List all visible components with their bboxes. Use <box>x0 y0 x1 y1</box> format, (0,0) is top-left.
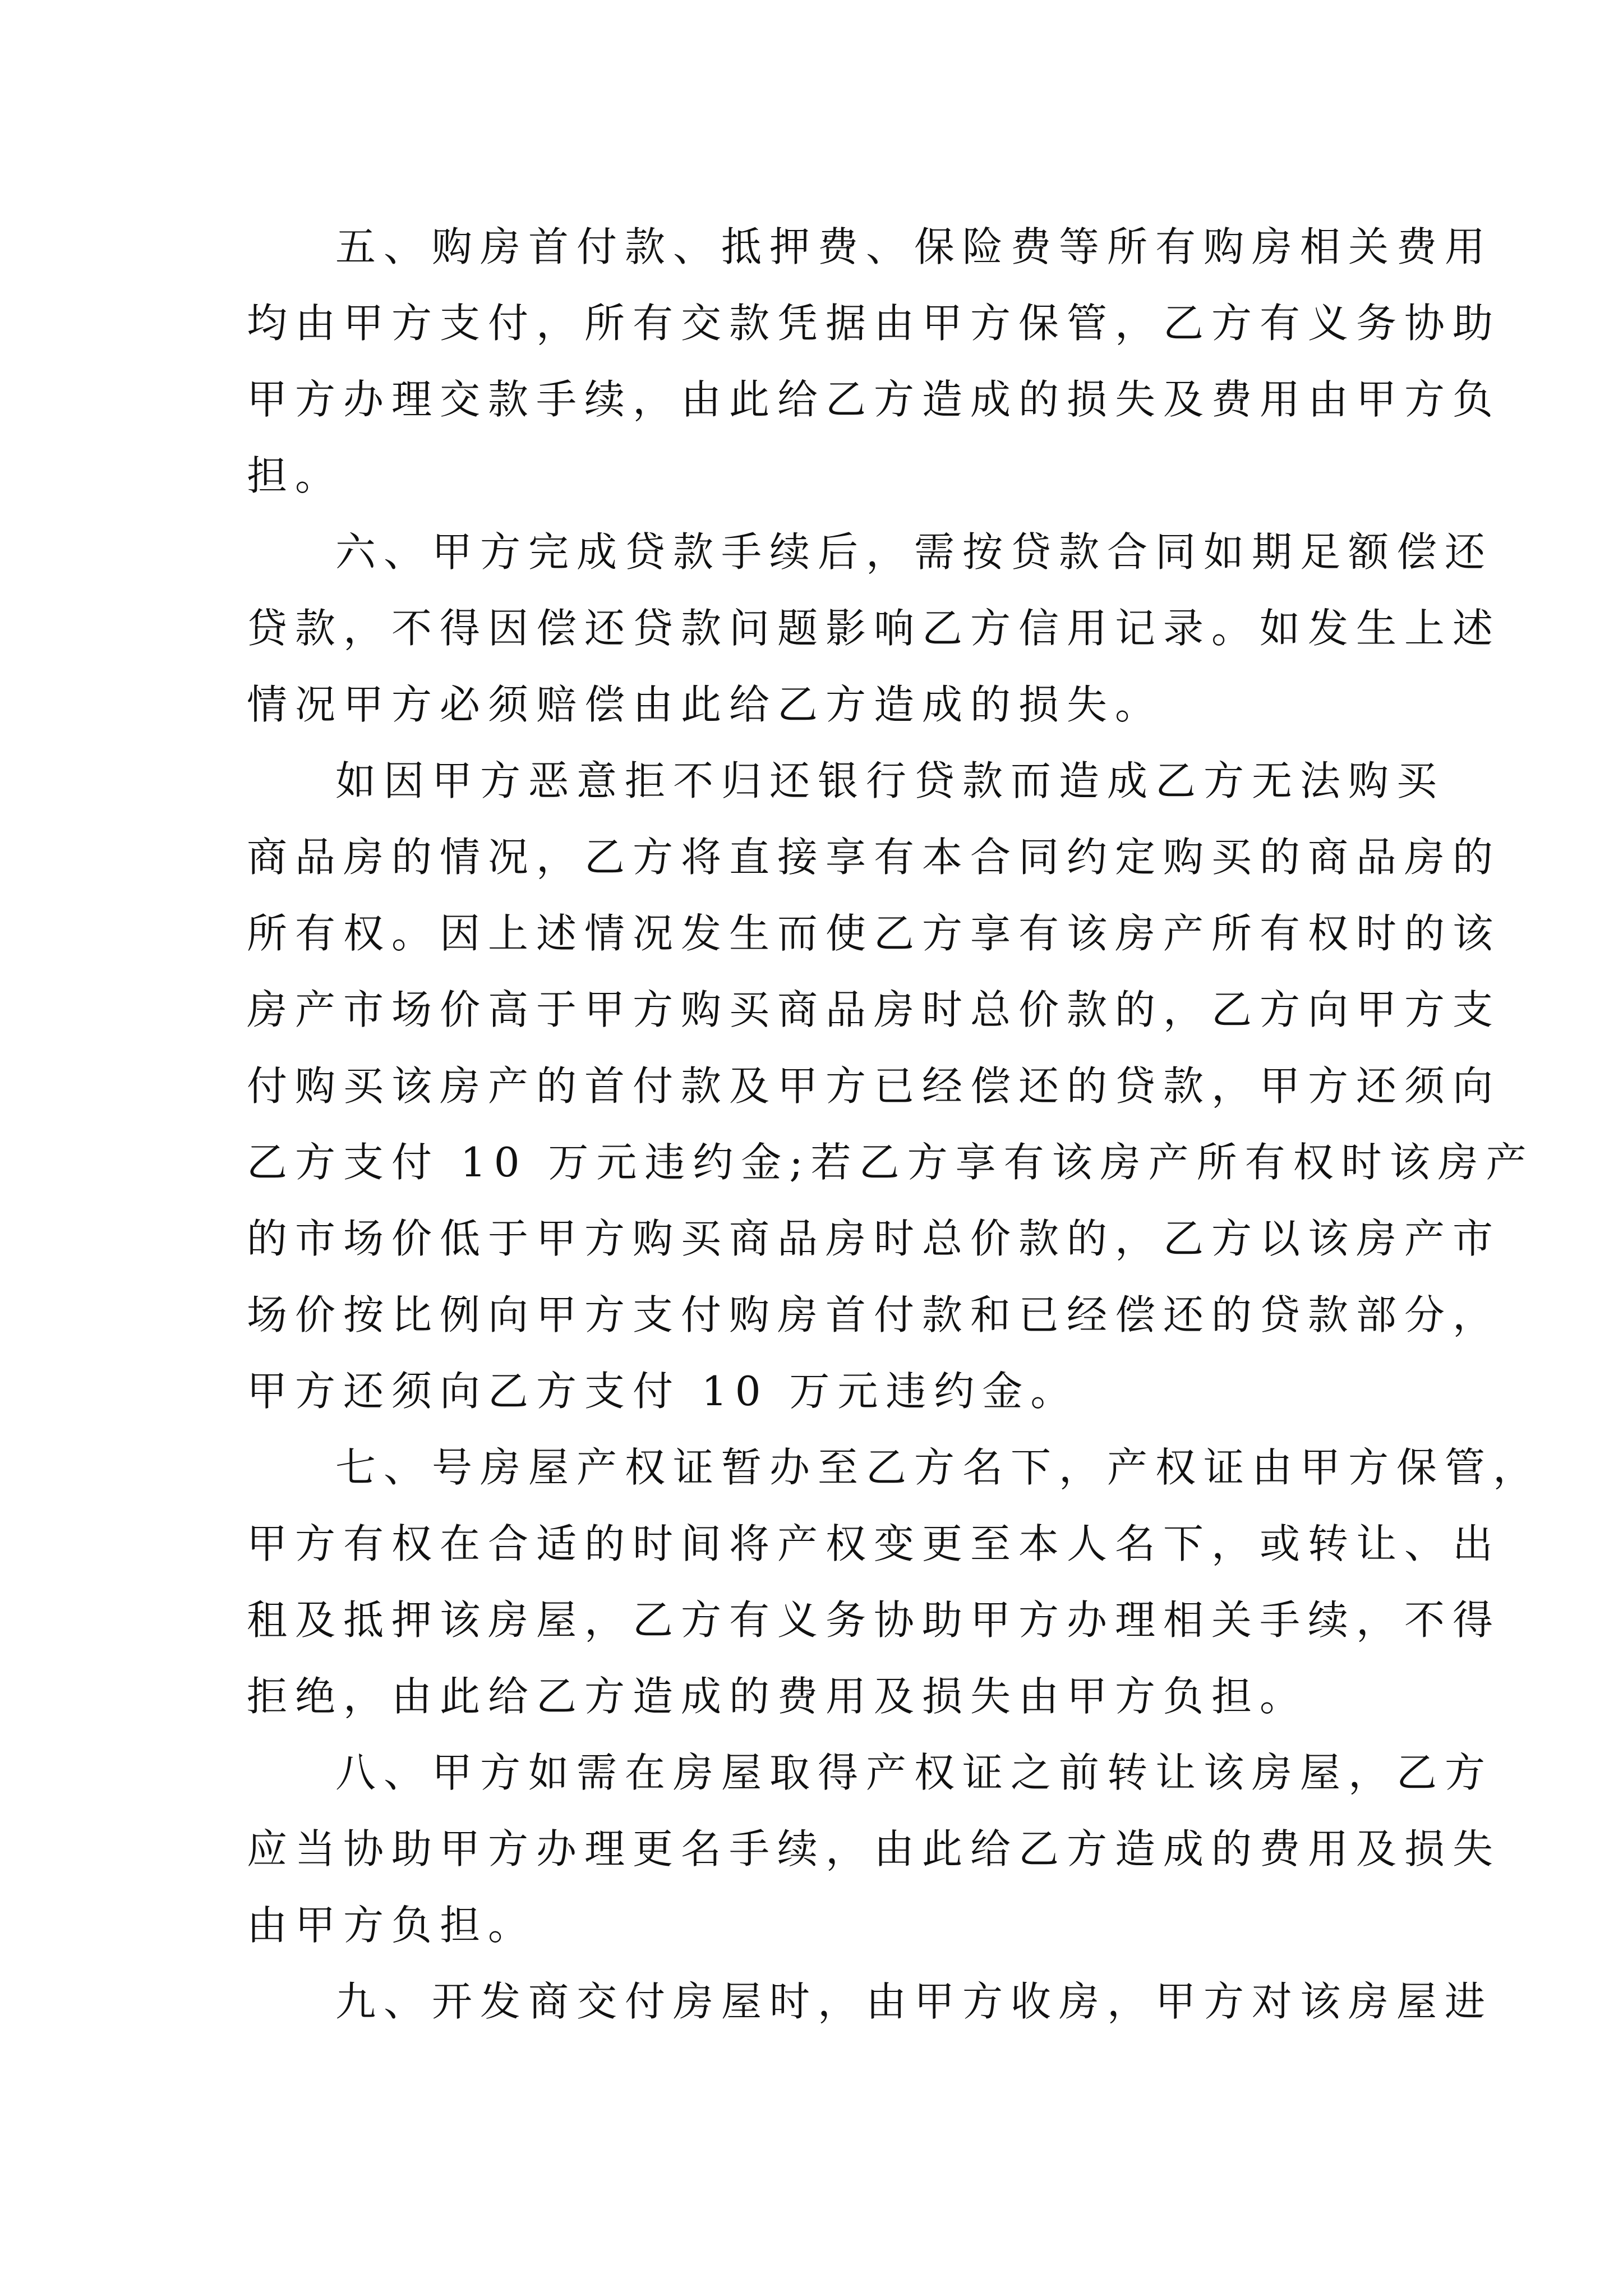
text-line: 担。 <box>247 452 344 499</box>
paragraph-7 <box>247 1429 1542 1734</box>
text-line: 如因甲方恶意拒不归还银行贷款而造成乙方无法购买 <box>335 757 1445 804</box>
text-line: 由甲方负担。 <box>247 1902 537 1949</box>
text-line: 六、甲方完成贷款手续后，需按贷款合同如期足额偿还 <box>335 528 1493 576</box>
text-line: 九、开发商交付房屋时，由甲方收房，甲方对该房屋进 <box>335 1978 1493 2025</box>
text-line: 拒绝，由此给乙方造成的费用及损失由甲方负担。 <box>247 1673 1308 1720</box>
text-line: 应当协助甲方办理更名手续，由此给乙方造成的费用及损失 <box>247 1825 1501 1872</box>
paragraph-6 <box>247 514 1501 743</box>
text-line: 八、甲方如需在房屋取得产权证之前转让该房屋，乙方 <box>335 1749 1493 1796</box>
paragraph-8 <box>247 1734 1501 1963</box>
text-line: 商品房的情况，乙方将直接享有本合同约定购买的商品房的 <box>247 834 1501 881</box>
text-line: 甲方办理交款手续，由此给乙方造成的损失及费用由甲方负 <box>247 376 1501 423</box>
text-line: 的市场价低于甲方购买商品房时总价款的，乙方以该房产市 <box>247 1215 1501 1262</box>
text-line: 甲方有权在合适的时间将产权变更至本人名下，或转让、出 <box>247 1520 1501 1567</box>
paragraph-6-continued <box>247 743 1534 1429</box>
text-line: 场价按比例向甲方支付购房首付款和已经偿还的贷款部分， <box>247 1291 1501 1338</box>
text-line: 付购买该房产的首付款及甲方已经偿还的贷款，甲方还须向 <box>247 1062 1501 1110</box>
document-body <box>247 209 1542 2040</box>
text-line: 贷款，不得因偿还贷款问题影响乙方信用记录。如发生上述 <box>247 605 1501 652</box>
text-line: 五、购房首付款、抵押费、保险费等所有购房相关费用 <box>335 223 1493 270</box>
text-line: 均由甲方支付，所有交款凭据由甲方保管，乙方有义务协助 <box>247 300 1501 347</box>
text-line: 七、号房屋产权证暂办至乙方名下，产权证由甲方保管， <box>335 1444 1542 1491</box>
paragraph-9 <box>247 1963 1493 2040</box>
text-line: 甲方还须向乙方支付 10 万元违约金。 <box>247 1368 1079 1415</box>
text-line: 乙方支付 10 万元违约金;若乙方享有该房产所有权时该房产 <box>247 1139 1534 1186</box>
text-line: 房产市场价高于甲方购买商品房时总价款的，乙方向甲方支 <box>247 986 1501 1033</box>
paragraph-5 <box>247 209 1501 514</box>
text-line: 所有权。因上述情况发生而使乙方享有该房产所有权时的该 <box>247 910 1501 957</box>
text-line: 情况甲方必须赔偿由此给乙方造成的损失。 <box>247 681 1164 728</box>
text-line: 租及抵押该房屋，乙方有义务协助甲方办理相关手续，不得 <box>247 1596 1501 1644</box>
